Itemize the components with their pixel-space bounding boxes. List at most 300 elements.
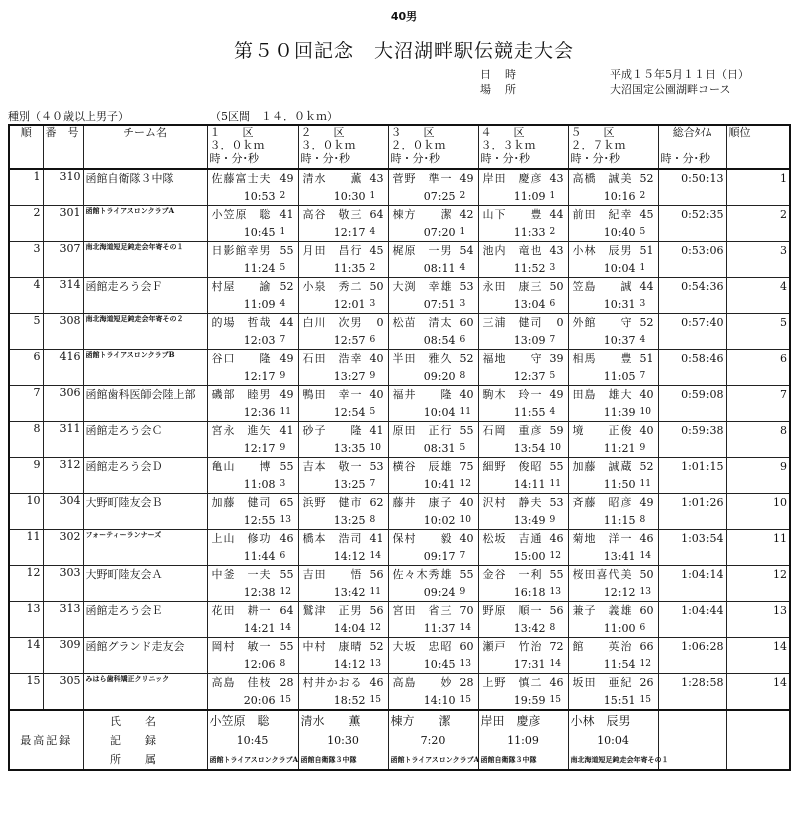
runner-line: [301, 602, 386, 620]
runner-line: [210, 386, 296, 404]
runner-line: [391, 422, 476, 440]
runner-name: 谷口 隆: [211, 352, 272, 365]
runner-line: [391, 566, 476, 584]
record-team: 函館自衛隊３中隊: [480, 754, 537, 764]
split-time: 12:12: [603, 586, 636, 599]
bib-cell: 301: [43, 206, 83, 242]
bib-cell: 312: [43, 458, 83, 494]
bib-cell: 302: [43, 530, 83, 566]
split-line: [301, 440, 386, 457]
split-line: [571, 584, 656, 601]
leg-2-cell: [298, 169, 388, 206]
runner-age: 41: [279, 424, 294, 437]
split-line: [391, 368, 476, 385]
runner-name: 前田 紀幸: [572, 208, 633, 221]
leg-4-cell: [478, 206, 568, 242]
split-time: 14:10: [423, 694, 456, 707]
table-row: [9, 278, 790, 314]
leg-3-cell: [388, 602, 478, 638]
split-line: [210, 260, 296, 277]
split-place: 9: [279, 371, 286, 381]
runner-line: [210, 566, 296, 584]
team-cell: 南北海道短足鈍走会年寄その１: [83, 242, 207, 278]
runner-age: 60: [459, 316, 474, 329]
leg-5-cell: [568, 350, 658, 386]
record-team: 函館自衛隊３中隊: [300, 754, 357, 764]
leg-unit: 時・分･秒: [570, 152, 620, 165]
runner-line: [391, 278, 476, 296]
runner-line: [391, 206, 476, 224]
leg-1-cell: [207, 350, 298, 386]
split-time: 12:55: [243, 514, 276, 527]
split-time: 13:41: [603, 550, 636, 563]
split-place: 5: [639, 227, 646, 237]
leg-3-cell: [388, 386, 478, 422]
team-cell: 大野町陸友会Ａ: [83, 566, 207, 602]
split-line: [301, 368, 386, 385]
runner-name: 岡村 敏一: [211, 640, 272, 653]
total-time-cell: 0:59:38: [658, 422, 726, 458]
split-time: 10:37: [603, 334, 636, 347]
runner-line: [391, 386, 476, 404]
split-place: 6: [639, 623, 646, 633]
runner-line: [571, 674, 656, 692]
team-cell: 函館走ろう会Ｃ: [83, 422, 207, 458]
results-body: [9, 169, 790, 710]
runner-line: [481, 314, 566, 332]
split-place: 14: [369, 551, 381, 561]
runner-age: 51: [639, 244, 654, 257]
split-time: 18:52: [333, 694, 366, 707]
split-time: 11:09: [513, 190, 546, 203]
rank-cell: 14: [9, 638, 43, 674]
rank-cell: 6: [9, 350, 43, 386]
split-time: 11:08: [243, 478, 276, 491]
runner-line: [210, 242, 296, 260]
runner-age: 52: [459, 352, 474, 365]
bib-cell: 303: [43, 566, 83, 602]
final-place-cell: 14: [726, 638, 790, 674]
split-place: 9: [279, 443, 286, 453]
split-time: 10:31: [603, 298, 636, 311]
split-time: 13:42: [333, 586, 366, 599]
runner-line: [301, 278, 386, 296]
total-time-cell: 0:59:08: [658, 386, 726, 422]
runner-age: 55: [279, 244, 294, 257]
runner-age: 56: [369, 568, 384, 581]
record-key-name: 氏名: [110, 714, 180, 728]
split-line: [391, 476, 476, 493]
final-place-cell: 9: [726, 458, 790, 494]
split-time: 12:03: [243, 334, 276, 347]
leg-2-cell: [298, 674, 388, 711]
leg-3-cell: [388, 494, 478, 530]
runner-age: 40: [369, 388, 384, 401]
runner-name: 藤井 康子: [392, 496, 453, 509]
split-time: 10:04: [603, 262, 636, 275]
split-place: 5: [279, 263, 286, 273]
leg-3-cell: [388, 242, 478, 278]
runner-age: 62: [369, 496, 384, 509]
split-time: 13:09: [513, 334, 546, 347]
rank-cell: 10: [9, 494, 43, 530]
record-leg-1: [207, 710, 298, 770]
runner-line: [391, 602, 476, 620]
runner-line: [210, 602, 296, 620]
event-meta: [480, 67, 749, 97]
header-row: [9, 125, 790, 169]
split-place: 14: [639, 551, 651, 561]
split-line: [301, 332, 386, 349]
runner-name: 坂田 亜紀: [572, 676, 633, 689]
runner-line: [210, 278, 296, 296]
split-line: [571, 512, 656, 529]
runner-line: [301, 386, 386, 404]
split-line: [391, 260, 476, 277]
leg-5-cell: [568, 494, 658, 530]
split-line: [391, 188, 476, 205]
runner-line: [391, 350, 476, 368]
split-time: 11:00: [603, 622, 636, 635]
split-place: 8: [459, 371, 466, 381]
leg-4-cell: [478, 422, 568, 458]
record-name: 清水 薫: [300, 713, 361, 728]
runner-name: 大渕 幸雄: [392, 280, 453, 293]
total-time-cell: 0:58:46: [658, 350, 726, 386]
leg-2-cell: [298, 638, 388, 674]
runner-name: 野原 順一: [482, 604, 543, 617]
runner-age: 64: [369, 208, 384, 221]
rank-cell: 5: [9, 314, 43, 350]
team-cell: 函館トライアスロンクラブB: [83, 350, 207, 386]
total-spacer: [661, 139, 724, 152]
split-place: 15: [369, 695, 381, 705]
leg-unit: 時・分･秒: [480, 152, 530, 165]
leg-2-cell: [298, 458, 388, 494]
leg-4-cell: [478, 314, 568, 350]
split-place: 10: [459, 515, 471, 525]
meta-place: [480, 82, 749, 97]
leg-label: １ 区: [209, 126, 254, 139]
total-label: 総合ﾀｲﾑ: [672, 126, 712, 139]
runner-line: [481, 494, 566, 512]
split-place: 7: [369, 479, 376, 489]
bib-cell: 416: [43, 350, 83, 386]
meta-date: [480, 67, 749, 82]
runner-name: 吉本 敬一: [302, 460, 363, 473]
split-place: 4: [279, 299, 286, 309]
runner-line: [210, 350, 296, 368]
page-title: 第５０回記念 大沼湖畔駅伝競走大会: [233, 40, 574, 62]
leg-1-cell: [207, 530, 298, 566]
runner-line: [571, 242, 656, 260]
runner-line: [210, 494, 296, 512]
split-line: [571, 188, 656, 205]
split-line: [481, 692, 566, 709]
runner-line: [571, 566, 656, 584]
runner-name: 駒木 玲一: [482, 388, 543, 401]
split-place: 9: [639, 443, 646, 453]
runner-line: [301, 314, 386, 332]
runner-line: [571, 458, 656, 476]
runner-name: 高島 妙: [392, 676, 453, 689]
runner-age: 55: [549, 568, 564, 581]
split-time: 12:17: [333, 226, 366, 239]
final-place-cell: 4: [726, 278, 790, 314]
runner-age: 55: [459, 568, 474, 581]
runner-line: [301, 566, 386, 584]
bib-cell: 304: [43, 494, 83, 530]
split-place: 3: [549, 263, 556, 273]
col-leg-2: [298, 125, 388, 169]
runner-name: 小泉 秀二: [302, 280, 363, 293]
record-team: 南北海道短足鈍走会年寄その１: [570, 754, 669, 764]
runner-age: 43: [549, 244, 564, 257]
rank-cell: 12: [9, 566, 43, 602]
meta-date-value: 平成１５年5月１１日（日）: [610, 68, 749, 81]
split-place: 8: [639, 515, 646, 525]
runner-line: [210, 422, 296, 440]
leg-2-cell: [298, 350, 388, 386]
split-time: 09:17: [423, 550, 456, 563]
split-place: 2: [369, 263, 376, 273]
split-time: 12:57: [333, 334, 366, 347]
runner-line: [571, 638, 656, 656]
runner-age: 49: [639, 496, 654, 509]
split-line: [210, 332, 296, 349]
runner-line: [481, 242, 566, 260]
runner-name: 小林 辰男: [572, 244, 633, 257]
split-line: [301, 260, 386, 277]
split-place: 13: [549, 587, 561, 597]
runner-name: 佐藤富士夫: [211, 172, 272, 185]
runner-age: 66: [639, 640, 654, 653]
split-place: 9: [459, 587, 466, 597]
split-time: 14:04: [333, 622, 366, 635]
runner-name: 原田 正行: [392, 424, 453, 437]
split-line: [481, 620, 566, 637]
split-place: 1: [639, 263, 646, 273]
split-place: 15: [279, 695, 291, 705]
team-cell: 函館自衛隊３中隊: [83, 169, 207, 206]
leg-distance: ３．３ｋｍ: [480, 139, 536, 152]
leg-4-cell: [478, 242, 568, 278]
runner-name: 的場 哲哉: [211, 316, 272, 329]
split-place: 10: [369, 443, 381, 453]
leg-3-cell: [388, 314, 478, 350]
total-unit: 時・分･秒: [660, 152, 710, 165]
runner-line: [481, 386, 566, 404]
record-name: 小笠原 聡: [209, 713, 270, 728]
runner-name: 亀山 博: [211, 460, 272, 473]
split-place: 9: [369, 371, 376, 381]
leg-2-cell: [298, 530, 388, 566]
split-place: 13: [639, 587, 651, 597]
leg-5-cell: [568, 566, 658, 602]
table-row: [9, 566, 790, 602]
leg-3-cell: [388, 278, 478, 314]
team-cell: 函館走ろう会Ｄ: [83, 458, 207, 494]
final-place-cell: 8: [726, 422, 790, 458]
split-time: 09:24: [423, 586, 456, 599]
split-time: 10:45: [243, 226, 276, 239]
runner-name: 岸田 慶彦: [482, 172, 543, 185]
runner-age: 40: [459, 496, 474, 509]
leg-label: ５ 区: [570, 126, 615, 139]
split-line: [391, 656, 476, 673]
leg-2-cell: [298, 494, 388, 530]
split-place: 13: [279, 515, 291, 525]
leg-3-cell: [388, 638, 478, 674]
split-time: 11:37: [423, 622, 456, 635]
runner-age: 51: [639, 352, 654, 365]
record-place-empty: [726, 710, 790, 770]
record-key-time: 記録: [110, 733, 180, 747]
split-place: 11: [459, 407, 471, 417]
runner-name: 高谷 敬三: [302, 208, 363, 221]
leg-1-cell: [207, 422, 298, 458]
split-place: 5: [369, 407, 376, 417]
runner-name: 菊地 洋一: [572, 532, 633, 545]
leg-5-cell: [568, 458, 658, 494]
split-time: 13:54: [513, 442, 546, 455]
runner-age: 54: [459, 244, 474, 257]
split-place: 12: [639, 659, 651, 669]
runner-age: 75: [459, 460, 474, 473]
final-place-cell: 13: [726, 602, 790, 638]
split-line: [210, 188, 296, 205]
runner-name: 兼子 義雄: [572, 604, 633, 617]
leg-5-cell: [568, 242, 658, 278]
runner-age: 52: [369, 640, 384, 653]
runner-line: [210, 206, 296, 224]
leg-5-cell: [568, 602, 658, 638]
split-place: 10: [549, 443, 561, 453]
split-line: [301, 404, 386, 421]
runner-age: 52: [639, 460, 654, 473]
rank-cell: 7: [9, 386, 43, 422]
runner-age: 60: [639, 604, 654, 617]
split-time: 12:06: [243, 658, 276, 671]
leg-1-cell: [207, 169, 298, 206]
bib-cell: 308: [43, 314, 83, 350]
split-place: 11: [549, 479, 561, 489]
split-time: 10:04: [423, 406, 456, 419]
split-time: 13:49: [513, 514, 546, 527]
runner-line: [571, 530, 656, 548]
team-cell: 函館グランド走友会: [83, 638, 207, 674]
runner-name: 小笠原 聡: [211, 208, 272, 221]
split-time: 14:12: [333, 658, 366, 671]
runner-age: 59: [549, 424, 564, 437]
leg-distance: ２．７ｋｍ: [570, 139, 626, 152]
final-place-cell: 6: [726, 350, 790, 386]
leg-1-cell: [207, 674, 298, 711]
runner-line: [210, 638, 296, 656]
split-place: 1: [279, 227, 286, 237]
split-line: [571, 548, 656, 565]
runner-age: 40: [639, 424, 654, 437]
table-row: [9, 169, 790, 206]
runner-name: 村井かおる: [302, 676, 363, 689]
record-row: [9, 710, 790, 770]
runner-line: [391, 242, 476, 260]
split-line: [301, 188, 386, 205]
split-line: [301, 692, 386, 709]
leg-unit: 時・分･秒: [390, 152, 440, 165]
table-row: [9, 494, 790, 530]
split-line: [391, 224, 476, 241]
leg-unit: 時・分･秒: [300, 152, 350, 165]
leg-5-cell: [568, 638, 658, 674]
runner-name: 上山 修功: [211, 532, 272, 545]
split-line: [571, 692, 656, 709]
leg-2-cell: [298, 278, 388, 314]
runner-age: 56: [549, 604, 564, 617]
runner-name: 吉田 悟: [302, 568, 363, 581]
leg-5-cell: [568, 169, 658, 206]
split-place: 2: [279, 191, 286, 201]
runner-age: 44: [549, 208, 564, 221]
record-leg-5: [568, 710, 669, 770]
leg-2-cell: [298, 206, 388, 242]
runner-age: 50: [369, 280, 384, 293]
runner-name: 村屋 諭: [211, 280, 272, 293]
leg-5-cell: [568, 278, 658, 314]
leg-label: ３ 区: [390, 126, 435, 139]
table-row: [9, 602, 790, 638]
table-row: [9, 314, 790, 350]
split-time: 12:17: [243, 370, 276, 383]
split-line: [391, 332, 476, 349]
runner-age: 46: [549, 532, 564, 545]
runner-line: [481, 674, 566, 692]
split-place: 6: [369, 335, 376, 345]
runner-age: 56: [369, 604, 384, 617]
col-total: [658, 125, 726, 169]
record-name: 小林 辰男: [570, 713, 631, 728]
split-line: [481, 548, 566, 565]
runner-line: [391, 314, 476, 332]
leg-distance: ３．０ｋｍ: [209, 139, 265, 152]
split-time: 11:35: [333, 262, 366, 275]
rank-cell: 4: [9, 278, 43, 314]
runner-name: 砂子 隆: [302, 424, 363, 437]
split-time: 10:02: [423, 514, 456, 527]
split-time: 13:42: [513, 622, 546, 635]
runner-age: 55: [279, 568, 294, 581]
split-line: [210, 224, 296, 241]
runner-name: 佐々木秀雄: [392, 568, 453, 581]
split-line: [571, 224, 656, 241]
leg-label: ２ 区: [300, 126, 345, 139]
runner-age: 52: [639, 316, 654, 329]
page-label: 40男: [390, 10, 418, 23]
team-cell: 大野町陸友会Ｂ: [83, 494, 207, 530]
split-time: 11:21: [603, 442, 636, 455]
leg-5-cell: [568, 674, 658, 711]
rank-cell: 11: [9, 530, 43, 566]
split-line: [210, 548, 296, 565]
split-place: 12: [549, 551, 561, 561]
leg-4-cell: [478, 458, 568, 494]
split-place: 4: [639, 335, 646, 345]
split-time: 12:54: [333, 406, 366, 419]
record-keys: [83, 710, 207, 770]
runner-age: 50: [549, 280, 564, 293]
split-time: 07:20: [423, 226, 456, 239]
record-leg-3: [388, 710, 478, 770]
